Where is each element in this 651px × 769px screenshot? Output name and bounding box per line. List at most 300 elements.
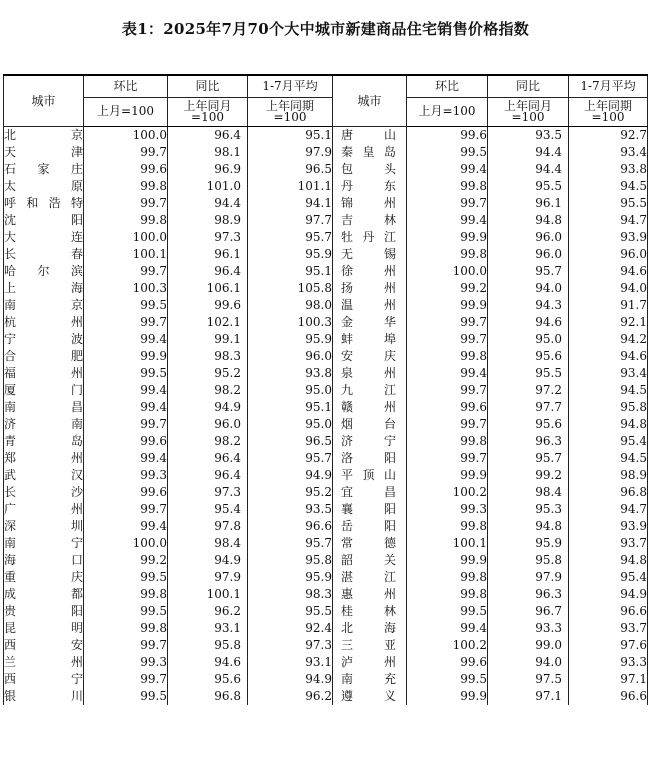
city-name: 岳阳 <box>333 518 407 535</box>
city-name: 泸州 <box>333 654 407 671</box>
table-row <box>4 518 648 535</box>
city-name: 宜昌 <box>333 484 407 501</box>
city-name: 惠州 <box>333 586 407 603</box>
yoy-value: 97.2 <box>488 382 569 399</box>
city-name: 湛江 <box>333 569 407 586</box>
mom-value: 99.5 <box>407 144 488 161</box>
yoy-base-line2: =100 <box>191 109 224 124</box>
table-row <box>4 416 648 433</box>
yoy-value: 95.5 <box>488 178 569 195</box>
yoy-value: 98.4 <box>488 484 569 501</box>
table-row <box>4 552 648 569</box>
yoy-value: 96.1 <box>488 195 569 212</box>
city-name: 沈阳 <box>4 213 83 227</box>
yoy-value: 94.0 <box>488 280 569 297</box>
mom-value: 99.4 <box>407 365 488 382</box>
city-name: 杭州 <box>4 315 83 329</box>
ytd-value: 96.6 <box>248 518 333 535</box>
ytd-base-line2-right: =100 <box>591 109 625 124</box>
city-name: 安庆 <box>333 348 407 365</box>
yoy-value: 96.2 <box>168 603 248 620</box>
table-row <box>4 127 648 145</box>
ytd-value: 95.8 <box>248 552 333 569</box>
city-name: 贵阳 <box>4 604 83 618</box>
ytd-value: 95.7 <box>248 229 333 246</box>
city-name: 南宁 <box>4 536 83 550</box>
ytd-value: 94.5 <box>569 178 648 195</box>
mom-value: 99.6 <box>84 161 168 178</box>
city-name: 北京 <box>4 128 83 142</box>
yoy-value: 97.1 <box>488 688 569 705</box>
mom-value: 99.6 <box>84 433 168 450</box>
mom-value: 99.3 <box>84 654 168 671</box>
city-name: 赣州 <box>333 399 407 416</box>
city-name: 无锡 <box>333 246 407 263</box>
ytd-value: 96.6 <box>569 688 648 705</box>
yoy-value: 96.1 <box>168 246 248 263</box>
yoy-value: 97.3 <box>168 484 248 501</box>
city-name: 青岛 <box>4 434 83 448</box>
ytd-value: 93.8 <box>248 365 333 382</box>
yoy-value: 97.9 <box>168 569 248 586</box>
table-body <box>4 127 648 706</box>
yoy-value: 93.5 <box>488 127 569 145</box>
city-name: 蚌埠 <box>333 331 407 348</box>
ytd-value: 98.0 <box>248 297 333 314</box>
mom-value: 99.9 <box>407 297 488 314</box>
mom-value: 100.0 <box>407 263 488 280</box>
ytd-value: 96.0 <box>248 348 333 365</box>
city-name: 北海 <box>333 620 407 637</box>
ytd-value: 96.5 <box>248 433 333 450</box>
city-name: 南昌 <box>4 400 83 414</box>
ytd-base-label-right <box>569 97 648 126</box>
mom-value: 99.8 <box>407 246 488 263</box>
ytd-value: 98.3 <box>248 586 333 603</box>
mom-value: 99.6 <box>407 654 488 671</box>
yoy-value: 97.5 <box>488 671 569 688</box>
ytd-base-line1-right: 上年同期 <box>583 98 632 113</box>
table-row <box>4 348 648 365</box>
table-row <box>4 280 648 297</box>
ytd-value: 97.9 <box>248 144 333 161</box>
ytd-value: 94.9 <box>569 586 648 603</box>
mom-value: 99.8 <box>84 212 168 229</box>
yoy-value: 94.8 <box>488 518 569 535</box>
ytd-value: 95.5 <box>569 195 648 212</box>
city-name: 西安 <box>4 638 83 652</box>
yoy-value: 96.7 <box>488 603 569 620</box>
mom-value: 99.4 <box>84 450 168 467</box>
mom-value: 99.8 <box>407 348 488 365</box>
mom-value: 99.8 <box>84 586 168 603</box>
ytd-value: 95.8 <box>569 399 648 416</box>
table-row <box>4 331 648 348</box>
ytd-value: 95.4 <box>569 569 648 586</box>
ytd-value: 95.5 <box>248 603 333 620</box>
ytd-value: 92.1 <box>569 314 648 331</box>
mom-value: 99.3 <box>407 501 488 518</box>
ytd-value: 94.8 <box>569 552 648 569</box>
mom-value: 99.4 <box>84 518 168 535</box>
city-name: 合肥 <box>4 349 83 363</box>
yoy-value: 94.9 <box>168 552 248 569</box>
mom-value: 99.2 <box>84 552 168 569</box>
city-name: 哈尔滨 <box>4 264 83 278</box>
mom-value: 99.7 <box>84 263 168 280</box>
yoy-value: 95.8 <box>488 552 569 569</box>
yoy-base-label-right <box>488 97 569 126</box>
mom-value: 99.4 <box>84 399 168 416</box>
ytd-value: 94.2 <box>569 331 648 348</box>
yoy-value: 96.3 <box>488 586 569 603</box>
city-name: 扬州 <box>333 280 407 297</box>
ytd-value: 95.7 <box>248 450 333 467</box>
ytd-value: 91.7 <box>569 297 648 314</box>
table-row <box>4 144 648 161</box>
ytd-value: 97.1 <box>569 671 648 688</box>
mom-value: 99.4 <box>407 620 488 637</box>
yoy-base-line1-right: 上年同月 <box>503 98 552 113</box>
city-column-header: 城市 <box>4 75 84 127</box>
ytd-value: 96.8 <box>569 484 648 501</box>
price-index-table <box>3 74 648 705</box>
yoy-value: 95.5 <box>488 365 569 382</box>
mom-value: 99.4 <box>84 382 168 399</box>
yoy-value: 97.8 <box>168 518 248 535</box>
city-name: 烟台 <box>333 416 407 433</box>
city-name: 深圳 <box>4 519 83 533</box>
mom-value: 99.4 <box>84 331 168 348</box>
mom-value: 99.7 <box>84 671 168 688</box>
mom-value: 99.7 <box>84 144 168 161</box>
yoy-value: 94.3 <box>488 297 569 314</box>
ytd-value: 93.9 <box>569 518 648 535</box>
ytd-value: 95.1 <box>248 127 333 145</box>
ytd-value: 93.8 <box>569 161 648 178</box>
yoy-value: 94.6 <box>488 314 569 331</box>
mom-value: 99.9 <box>407 229 488 246</box>
ytd-value: 96.5 <box>248 161 333 178</box>
city-name: 襄阳 <box>333 501 407 518</box>
city-name: 韶关 <box>333 552 407 569</box>
yoy-value: 98.3 <box>168 348 248 365</box>
table-row <box>4 178 648 195</box>
mom-value: 99.9 <box>84 348 168 365</box>
yoy-value: 95.6 <box>488 348 569 365</box>
yoy-value: 96.4 <box>168 263 248 280</box>
yoy-value: 94.4 <box>488 144 569 161</box>
mom-value: 99.7 <box>84 501 168 518</box>
mom-value: 99.4 <box>407 212 488 229</box>
ytd-value: 101.1 <box>248 178 333 195</box>
table-row <box>4 297 648 314</box>
mom-value: 100.0 <box>84 229 168 246</box>
table-row <box>4 399 648 416</box>
ytd-base-label <box>248 97 333 126</box>
city-name: 泉州 <box>333 365 407 382</box>
mom-value: 99.7 <box>407 331 488 348</box>
ytd-value: 95.0 <box>248 382 333 399</box>
city-name: 唐山 <box>333 127 407 145</box>
yoy-value: 94.8 <box>488 212 569 229</box>
yoy-value: 99.0 <box>488 637 569 654</box>
yoy-value: 99.1 <box>168 331 248 348</box>
city-name: 吉林 <box>333 212 407 229</box>
yoy-value: 96.4 <box>168 467 248 484</box>
table-row <box>4 484 648 501</box>
mom-base-text-right: 上月=100 <box>418 104 476 119</box>
yoy-base-line2-right: =100 <box>511 109 545 124</box>
ytd-value: 95.0 <box>248 416 333 433</box>
mom-value: 100.0 <box>84 127 168 145</box>
city-name: 包头 <box>333 161 407 178</box>
yoy-value: 95.4 <box>168 501 248 518</box>
mom-value: 99.8 <box>407 178 488 195</box>
city-name: 金华 <box>333 314 407 331</box>
mom-value: 99.8 <box>407 433 488 450</box>
mom-value: 99.5 <box>84 365 168 382</box>
mom-value: 99.6 <box>407 127 488 145</box>
city-name: 丹东 <box>333 178 407 195</box>
yoy-column-header-right: 同比 <box>488 75 569 97</box>
ytd-value: 93.7 <box>569 535 648 552</box>
yoy-value: 101.0 <box>168 178 248 195</box>
mom-value: 99.5 <box>407 671 488 688</box>
mom-value: 99.5 <box>407 603 488 620</box>
table-row <box>4 501 648 518</box>
table-header <box>4 75 648 127</box>
city-name: 平顶山 <box>333 467 407 484</box>
mom-value: 99.8 <box>84 178 168 195</box>
city-name: 海口 <box>4 553 83 567</box>
yoy-value: 96.3 <box>488 433 569 450</box>
mom-value: 99.6 <box>407 399 488 416</box>
mom-value: 99.7 <box>407 195 488 212</box>
ytd-value: 93.1 <box>248 654 333 671</box>
mom-value: 99.9 <box>407 688 488 705</box>
ytd-value: 95.9 <box>248 569 333 586</box>
mom-value: 99.3 <box>84 467 168 484</box>
city-name: 武汉 <box>4 468 83 482</box>
ytd-value: 97.3 <box>248 637 333 654</box>
mom-base-label <box>84 97 168 126</box>
mom-value: 100.2 <box>407 484 488 501</box>
ytd-value: 93.4 <box>569 365 648 382</box>
ytd-value: 94.5 <box>569 450 648 467</box>
city-name: 长春 <box>4 247 83 261</box>
yoy-value: 99.2 <box>488 467 569 484</box>
city-name: 银川 <box>4 689 83 703</box>
ytd-value: 94.8 <box>569 416 648 433</box>
ytd-base-line1: 上年同期 <box>265 98 314 113</box>
ytd-value: 94.7 <box>569 212 648 229</box>
yoy-value: 95.7 <box>488 450 569 467</box>
mom-column-header: 环比 <box>84 75 168 97</box>
yoy-value: 96.4 <box>168 450 248 467</box>
city-name: 南充 <box>333 671 407 688</box>
city-name: 厦门 <box>4 383 83 397</box>
table-row <box>4 654 648 671</box>
yoy-value: 95.9 <box>488 535 569 552</box>
yoy-value: 95.6 <box>488 416 569 433</box>
table-row <box>4 161 648 178</box>
city-name: 呼和浩特 <box>4 196 83 210</box>
city-name: 石家庄 <box>4 162 83 176</box>
yoy-base-line1: 上年同月 <box>183 98 232 113</box>
ytd-value: 100.3 <box>248 314 333 331</box>
mom-value: 99.7 <box>84 416 168 433</box>
table-row <box>4 212 648 229</box>
yoy-value: 94.0 <box>488 654 569 671</box>
mom-base-label-right <box>407 97 488 126</box>
city-name: 秦皇岛 <box>333 144 407 161</box>
ytd-value: 94.0 <box>569 280 648 297</box>
table-row <box>4 314 648 331</box>
yoy-column-header: 同比 <box>168 75 248 97</box>
mom-value: 99.5 <box>84 569 168 586</box>
ytd-value: 95.1 <box>248 263 333 280</box>
city-name: 上海 <box>4 281 83 295</box>
city-name: 锦州 <box>333 195 407 212</box>
yoy-value: 98.9 <box>168 212 248 229</box>
mom-value: 99.6 <box>84 484 168 501</box>
city-name: 徐州 <box>333 263 407 280</box>
ytd-base-line2: =100 <box>273 109 307 124</box>
yoy-value: 96.9 <box>168 161 248 178</box>
city-name: 桂林 <box>333 603 407 620</box>
ytd-value: 92.4 <box>248 620 333 637</box>
table-row <box>4 450 648 467</box>
mom-value: 99.7 <box>407 450 488 467</box>
ytd-value: 95.9 <box>248 331 333 348</box>
yoy-value: 95.8 <box>168 637 248 654</box>
table-row <box>4 569 648 586</box>
ytd-value: 96.0 <box>569 246 648 263</box>
yoy-value: 95.6 <box>168 671 248 688</box>
mom-value: 99.5 <box>84 297 168 314</box>
ytd-value: 93.7 <box>569 620 648 637</box>
mom-value: 99.8 <box>407 586 488 603</box>
ytd-value: 95.4 <box>569 433 648 450</box>
mom-value: 99.9 <box>407 467 488 484</box>
mom-value: 100.1 <box>407 535 488 552</box>
city-name: 常德 <box>333 535 407 552</box>
mom-value: 99.8 <box>407 518 488 535</box>
city-name: 三亚 <box>333 637 407 654</box>
city-name: 温州 <box>333 297 407 314</box>
city-name: 太原 <box>4 179 83 193</box>
mom-value: 99.2 <box>407 280 488 297</box>
table-title: 表1：2025年7月70个大中城市新建商品住宅销售价格指数 <box>121 20 530 38</box>
yoy-value: 95.3 <box>488 501 569 518</box>
mom-value: 99.5 <box>84 603 168 620</box>
mom-value: 100.2 <box>407 637 488 654</box>
mom-value: 99.7 <box>84 195 168 212</box>
mom-value: 99.7 <box>407 314 488 331</box>
yoy-value: 95.2 <box>168 365 248 382</box>
mom-value: 99.8 <box>407 569 488 586</box>
mom-value: 99.7 <box>84 637 168 654</box>
yoy-value: 97.7 <box>488 399 569 416</box>
city-name: 重庆 <box>4 570 83 584</box>
yoy-value: 97.9 <box>488 569 569 586</box>
ytd-value: 94.9 <box>248 467 333 484</box>
city-name: 大连 <box>4 230 83 244</box>
ytd-value: 98.9 <box>569 467 648 484</box>
yoy-value: 95.0 <box>488 331 569 348</box>
city-name: 广州 <box>4 502 83 516</box>
yoy-value: 96.8 <box>168 688 248 705</box>
city-name: 洛阳 <box>333 450 407 467</box>
city-name: 牡丹江 <box>333 229 407 246</box>
ytd-column-header: 1-7月平均 <box>248 75 333 97</box>
ytd-value: 93.9 <box>569 229 648 246</box>
table-row <box>4 365 648 382</box>
yoy-value: 98.2 <box>168 382 248 399</box>
ytd-value: 93.4 <box>569 144 648 161</box>
ytd-column-header-right: 1-7月平均 <box>569 75 648 97</box>
table-row <box>4 433 648 450</box>
city-name: 西宁 <box>4 672 83 686</box>
yoy-value: 94.4 <box>488 161 569 178</box>
mom-value: 99.7 <box>407 416 488 433</box>
yoy-base-label <box>168 97 248 126</box>
yoy-value: 98.1 <box>168 144 248 161</box>
city-name: 昆明 <box>4 621 83 635</box>
ytd-value: 97.7 <box>248 212 333 229</box>
yoy-value: 106.1 <box>168 280 248 297</box>
yoy-value: 93.1 <box>168 620 248 637</box>
mom-value: 100.0 <box>84 535 168 552</box>
ytd-value: 95.7 <box>248 535 333 552</box>
city-name: 济南 <box>4 417 83 431</box>
city-name: 遵义 <box>333 688 407 705</box>
ytd-value: 93.3 <box>569 654 648 671</box>
yoy-value: 93.3 <box>488 620 569 637</box>
ytd-value: 94.6 <box>569 348 648 365</box>
ytd-value: 94.6 <box>569 263 648 280</box>
table-row <box>4 586 648 603</box>
yoy-value: 95.7 <box>488 263 569 280</box>
yoy-value: 102.1 <box>168 314 248 331</box>
yoy-value: 100.1 <box>168 586 248 603</box>
ytd-value: 92.7 <box>569 127 648 145</box>
mom-value: 100.3 <box>84 280 168 297</box>
yoy-value: 98.4 <box>168 535 248 552</box>
city-name: 济宁 <box>333 433 407 450</box>
table-row <box>4 195 648 212</box>
table-row <box>4 382 648 399</box>
yoy-value: 94.6 <box>168 654 248 671</box>
city-name: 九江 <box>333 382 407 399</box>
ytd-value: 94.7 <box>569 501 648 518</box>
mom-value: 99.5 <box>84 688 168 705</box>
mom-value: 99.8 <box>84 620 168 637</box>
table-row <box>4 263 648 280</box>
yoy-value: 96.0 <box>168 416 248 433</box>
mom-value: 99.7 <box>407 382 488 399</box>
ytd-value: 93.5 <box>248 501 333 518</box>
table-row <box>4 688 648 705</box>
ytd-value: 94.5 <box>569 382 648 399</box>
yoy-value: 96.0 <box>488 246 569 263</box>
city-name: 成都 <box>4 587 83 601</box>
table-row <box>4 671 648 688</box>
mom-value: 99.4 <box>407 161 488 178</box>
yoy-value: 96.4 <box>168 127 248 145</box>
table-row <box>4 535 648 552</box>
